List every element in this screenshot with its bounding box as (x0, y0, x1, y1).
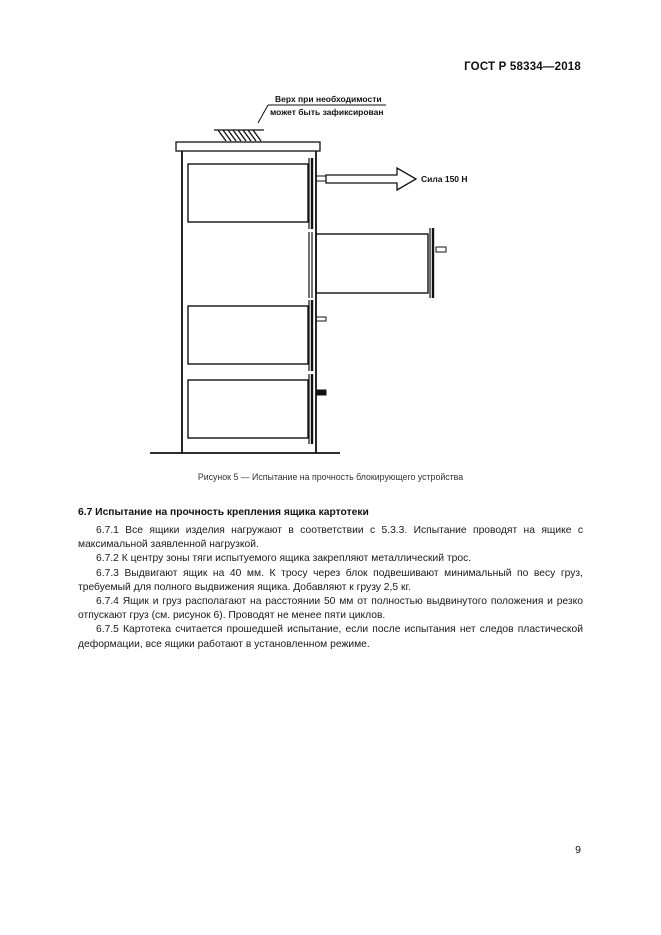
paragraph-6-7-2 (78, 552, 583, 566)
paragraph-6-7-4 (78, 595, 583, 623)
document-standard-id: ГОСТ Р 58334—2018 (464, 61, 581, 73)
top-fixing-hatch (214, 130, 264, 141)
figure-label-force: Сила 150 Н (421, 174, 468, 184)
paragraph-6-7-1 (78, 524, 583, 552)
section-heading: 6.7 Испытание на прочность крепления ящика картотеки (78, 507, 369, 518)
figure-caption: Рисунок 5 — Испытание на прочность блокирующего устройства (197, 472, 464, 482)
paragraph-6-7-5 (78, 623, 583, 651)
drawer-3 (188, 300, 326, 371)
figure-label-top-line1: Верх при необходимости (275, 94, 382, 104)
drawer-1 (188, 158, 326, 229)
paragraph-text: 6.7.4 Ящик и груз располагают на расстоянии 50 мм от полностью выдвинутого положения и резко отпускают груз (см. рисунок 6). Проводят не менее пяти циклов. (78, 596, 583, 622)
drawer-2-opened (309, 228, 446, 298)
page-number: 9 (575, 844, 581, 856)
paragraph-text: 6.7.3 Выдвигают ящик на 40 мм. К тросу через блок подвешивают минимальный по весу груз, требуемый для полного выдвижения ящика. Добавляют к грузу 2,5 кг. (78, 567, 583, 593)
paragraph-text: 6.7.1 Все ящики изделия нагружают в соответствии с 5.3.3. Испытание проводят на ящике с максимальной заявленной нагрузкой. (78, 525, 583, 551)
force-arrow (326, 168, 416, 190)
cabinet-top (176, 142, 320, 151)
paragraph-text: 6.7.5 Картотека считается прошедшей испытание, если после испытания нет следов пластической деформации, все ящики работают в установленном режиме. (78, 624, 583, 650)
paragraph-text: 6.7.2 К центру зоны тяги испытуемого ящика закрепляют металлический трос. (96, 553, 472, 565)
figure-label-top-line2: может быть зафиксирован (270, 107, 384, 117)
drawer-4 (188, 374, 326, 444)
section-body (78, 524, 583, 652)
cabinet-body (182, 151, 316, 453)
paragraph-6-7-3 (78, 567, 583, 595)
